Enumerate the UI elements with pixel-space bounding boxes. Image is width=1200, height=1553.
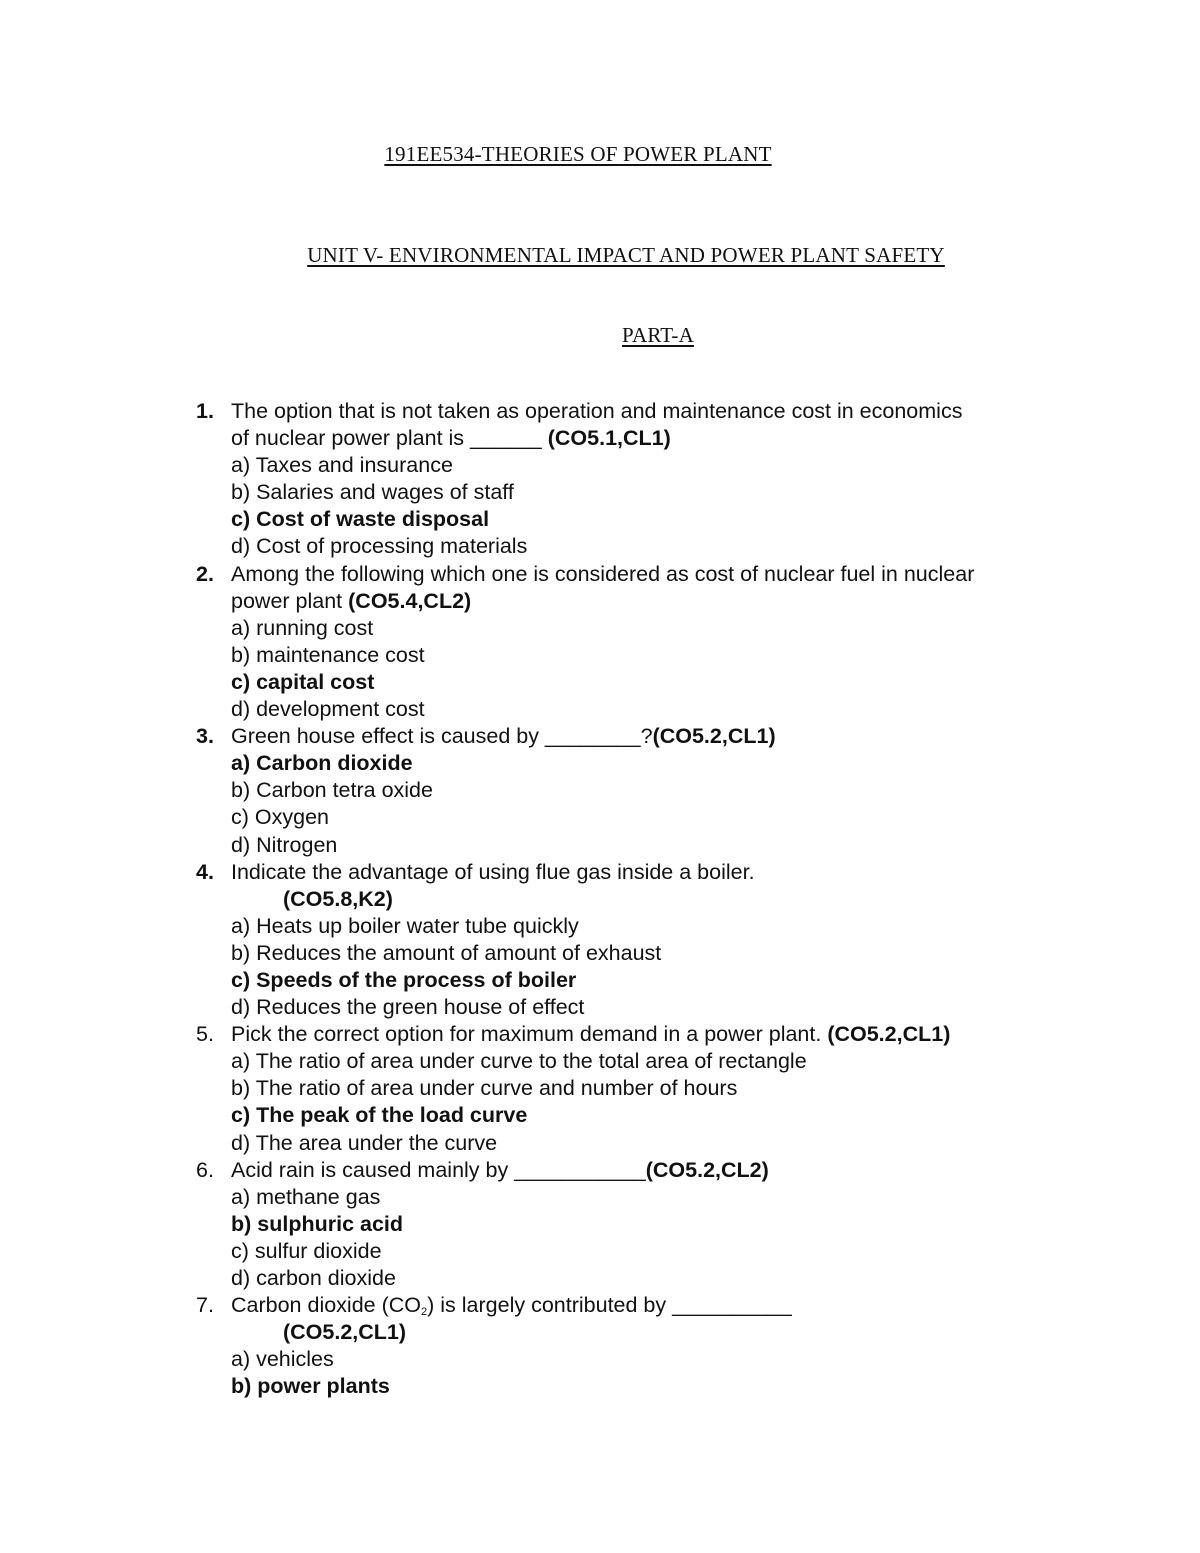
option-d: d) Cost of processing materials bbox=[231, 534, 528, 559]
question-text: Carbon dioxide $(CO_2)$ is largely contributed by __________ bbox=[231, 1293, 792, 1319]
option-a: a) running cost bbox=[231, 615, 374, 640]
question-4 bbox=[196, 859, 1096, 1022]
option-c: c) sulfur dioxide bbox=[231, 1238, 382, 1263]
question-text-continued: of nuclear power plant is ______ (CO5.1,CL1) bbox=[231, 426, 671, 451]
unit-title: UNIT V- ENVIRONMENTAL IMPACT AND POWER PLANT SAFETY bbox=[307, 243, 945, 267]
course-outcome-code: (CO5.8,K2) bbox=[283, 886, 393, 911]
option-b: b) Salaries and wages of staff bbox=[231, 480, 514, 505]
course-outcome-code: (CO5.1,CL1) bbox=[547, 426, 671, 451]
course-outcome-code: (CO5.2,CL1) bbox=[283, 1320, 407, 1345]
option-b: b) Reduces the amount of amount of exhaust bbox=[231, 940, 662, 965]
question-text: The option that is not taken as operation and maintenance cost in economics bbox=[231, 399, 963, 423]
question-text: Among the following which one is considered as cost of nuclear fuel in nuclear bbox=[231, 561, 975, 586]
option-c-correct: c) The peak of the load curve bbox=[231, 1103, 528, 1128]
question-text: Indicate the advantage of using flue gas inside a boiler. bbox=[231, 859, 755, 884]
course-outcome-code: (CO5.4,CL2) bbox=[348, 588, 472, 613]
option-a: a) Taxes and insurance bbox=[231, 453, 453, 478]
part-title: PART-A bbox=[622, 323, 694, 347]
question-number: 1. bbox=[196, 399, 214, 423]
option-d: d) carbon dioxide bbox=[231, 1266, 396, 1290]
question-5 bbox=[196, 1021, 1096, 1156]
question-text: Acid rain is caused mainly by ___________(CO5.2,CL2) bbox=[231, 1157, 769, 1182]
option-b-correct: b) sulphuric acid bbox=[231, 1211, 404, 1236]
option-a: a) The ratio of area under curve to the total area of rectangle bbox=[231, 1049, 807, 1074]
question-text-continued: power plant (CO5.4,CL2) bbox=[231, 588, 472, 613]
option-c: c) Oxygen bbox=[231, 805, 329, 830]
option-b-correct: b) power plants bbox=[231, 1374, 390, 1399]
option-b: b) The ratio of area under curve and number of hours bbox=[231, 1076, 738, 1101]
question-number: 3. bbox=[196, 724, 214, 749]
question-number: 2. bbox=[196, 561, 214, 586]
question-6 bbox=[196, 1157, 1096, 1292]
question-1 bbox=[196, 398, 1096, 561]
option-b: b) maintenance cost bbox=[231, 642, 425, 667]
option-a-correct: a) Carbon dioxide bbox=[231, 751, 413, 776]
option-c-correct: c) Speeds of the process of boiler bbox=[231, 967, 577, 992]
question-text: Green house effect is caused by ________?(CO5.2,CL1) bbox=[231, 724, 776, 749]
option-d: d) development cost bbox=[231, 697, 425, 722]
course-title: 191EE534-THEORIES OF POWER PLANT bbox=[384, 142, 772, 166]
option-c-correct: c) Cost of waste disposal bbox=[231, 507, 490, 532]
question-number: 5. bbox=[196, 1022, 214, 1047]
option-d: d) Nitrogen bbox=[231, 832, 338, 857]
course-outcome-code: (CO5.2,CL2) bbox=[645, 1157, 769, 1182]
option-a: a) methane gas bbox=[231, 1184, 381, 1209]
option-b: b) Carbon tetra oxide bbox=[231, 778, 433, 803]
option-d: d) Reduces the green house of effect bbox=[231, 995, 585, 1020]
question-text: Pick the correct option for maximum demand in a power plant. (CO5.2,CL1) bbox=[231, 1022, 951, 1047]
question-2 bbox=[196, 561, 1096, 724]
option-a: a) vehicles bbox=[231, 1347, 334, 1372]
question-number: 6. bbox=[196, 1157, 214, 1182]
question-number: 4. bbox=[196, 859, 214, 884]
option-a: a) Heats up boiler water tube quickly bbox=[231, 913, 579, 938]
question-3 bbox=[196, 723, 1096, 858]
option-d: d) The area under the curve bbox=[231, 1130, 498, 1155]
subscript: 2 bbox=[421, 1306, 428, 1319]
option-c-correct: c) capital cost bbox=[231, 669, 375, 694]
question-number: 7. bbox=[196, 1293, 214, 1318]
course-outcome-code: (CO5.2,CL1) bbox=[827, 1022, 951, 1047]
question-list bbox=[196, 398, 1096, 1400]
course-outcome-code: (CO5.2,CL1) bbox=[652, 724, 776, 749]
question-7 bbox=[196, 1292, 1096, 1400]
